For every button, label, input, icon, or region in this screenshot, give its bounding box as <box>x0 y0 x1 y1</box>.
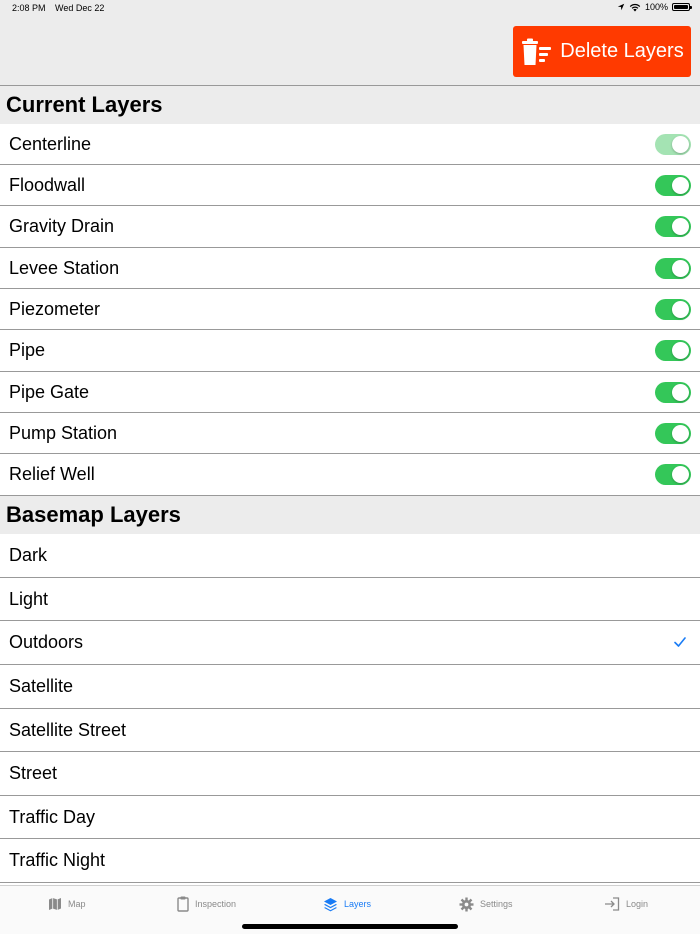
layer-row-pipe-gate <box>0 372 700 413</box>
map-icon <box>48 897 62 911</box>
basemap-row-light[interactable] <box>0 578 700 621</box>
location-icon <box>617 3 625 11</box>
layer-label: Piezometer <box>9 298 101 319</box>
checkmark-icon <box>674 634 686 652</box>
battery-percent: 100% <box>644 2 668 12</box>
clipboard-icon <box>177 896 189 912</box>
basemap-label: Traffic Night <box>9 850 106 870</box>
layer-toggle[interactable] <box>655 216 691 237</box>
tab-label: Map <box>68 899 86 909</box>
layer-toggle[interactable] <box>655 134 691 155</box>
layer-toggle[interactable] <box>655 382 691 403</box>
gear-icon <box>459 897 474 912</box>
layers-icon <box>323 897 338 912</box>
basemap-label: Satellite <box>9 676 74 696</box>
current-layers-header: Current Layers <box>0 86 700 124</box>
delete-layers-label: Delete Layers <box>560 40 684 62</box>
basemap-row-traffic-day[interactable] <box>0 796 700 839</box>
layer-row-piezometer <box>0 289 700 330</box>
tab-label: Settings <box>480 899 513 909</box>
tab-login[interactable] <box>604 894 648 914</box>
basemap-row-satellite[interactable] <box>0 665 700 709</box>
layer-toggle[interactable] <box>655 299 691 320</box>
layer-toggle[interactable] <box>655 340 691 361</box>
tab-label: Inspection <box>195 899 237 909</box>
layer-row-levee-station <box>0 248 700 289</box>
basemap-label: Light <box>9 588 49 609</box>
tab-layers[interactable] <box>323 894 371 914</box>
basemap-label: Traffic Day <box>9 806 96 827</box>
layer-row-floodwall <box>0 165 700 206</box>
layer-row-relief-well <box>0 454 700 496</box>
layer-label: Relief Well <box>9 464 95 484</box>
basemap-label: Street <box>9 763 58 783</box>
layer-toggle[interactable] <box>655 175 691 196</box>
layer-row-pump-station <box>0 413 700 454</box>
delete-layers-button[interactable] <box>513 26 691 77</box>
status-bar <box>0 0 700 17</box>
layer-toggle[interactable] <box>655 464 691 485</box>
layer-row-pipe <box>0 330 700 372</box>
layer-label: Pipe <box>9 340 46 360</box>
wifi-icon <box>629 3 641 12</box>
layer-label: Levee Station <box>9 257 120 278</box>
battery-icon <box>672 3 690 11</box>
tab-label: Layers <box>344 899 372 909</box>
layer-toggle[interactable] <box>655 258 691 279</box>
basemap-label: Dark <box>9 545 48 565</box>
tab-inspection[interactable] <box>177 894 236 914</box>
basemap-row-outdoors[interactable] <box>0 621 700 665</box>
login-icon <box>604 897 620 911</box>
layer-row-gravity-drain <box>0 206 700 248</box>
layer-label: Pipe Gate <box>9 381 90 402</box>
tab-label: Login <box>626 899 649 909</box>
layer-label: Centerline <box>9 133 92 154</box>
status-time: 2:08 PM <box>12 3 46 13</box>
layer-row-centerline <box>0 124 700 165</box>
basemap-row-satellite-street[interactable] <box>0 709 700 752</box>
basemap-row-street[interactable] <box>0 752 700 796</box>
basemap-label: Satellite Street <box>9 719 127 740</box>
layer-toggle[interactable] <box>655 423 691 444</box>
home-indicator <box>242 924 458 929</box>
status-date: Wed Dec 22 <box>55 3 105 13</box>
top-header <box>0 17 700 86</box>
layer-label: Floodwall <box>9 174 86 195</box>
layer-label: Gravity Drain <box>9 216 115 236</box>
tab-map[interactable] <box>48 894 86 914</box>
basemap-label: Outdoors <box>9 632 84 652</box>
layer-label: Pump Station <box>9 422 118 443</box>
basemap-layers-header: Basemap Layers <box>0 496 700 534</box>
trash-list-icon <box>520 38 552 66</box>
basemap-row-dark[interactable] <box>0 534 700 578</box>
basemap-row-traffic-night[interactable] <box>0 839 700 883</box>
tab-settings[interactable] <box>459 894 513 914</box>
